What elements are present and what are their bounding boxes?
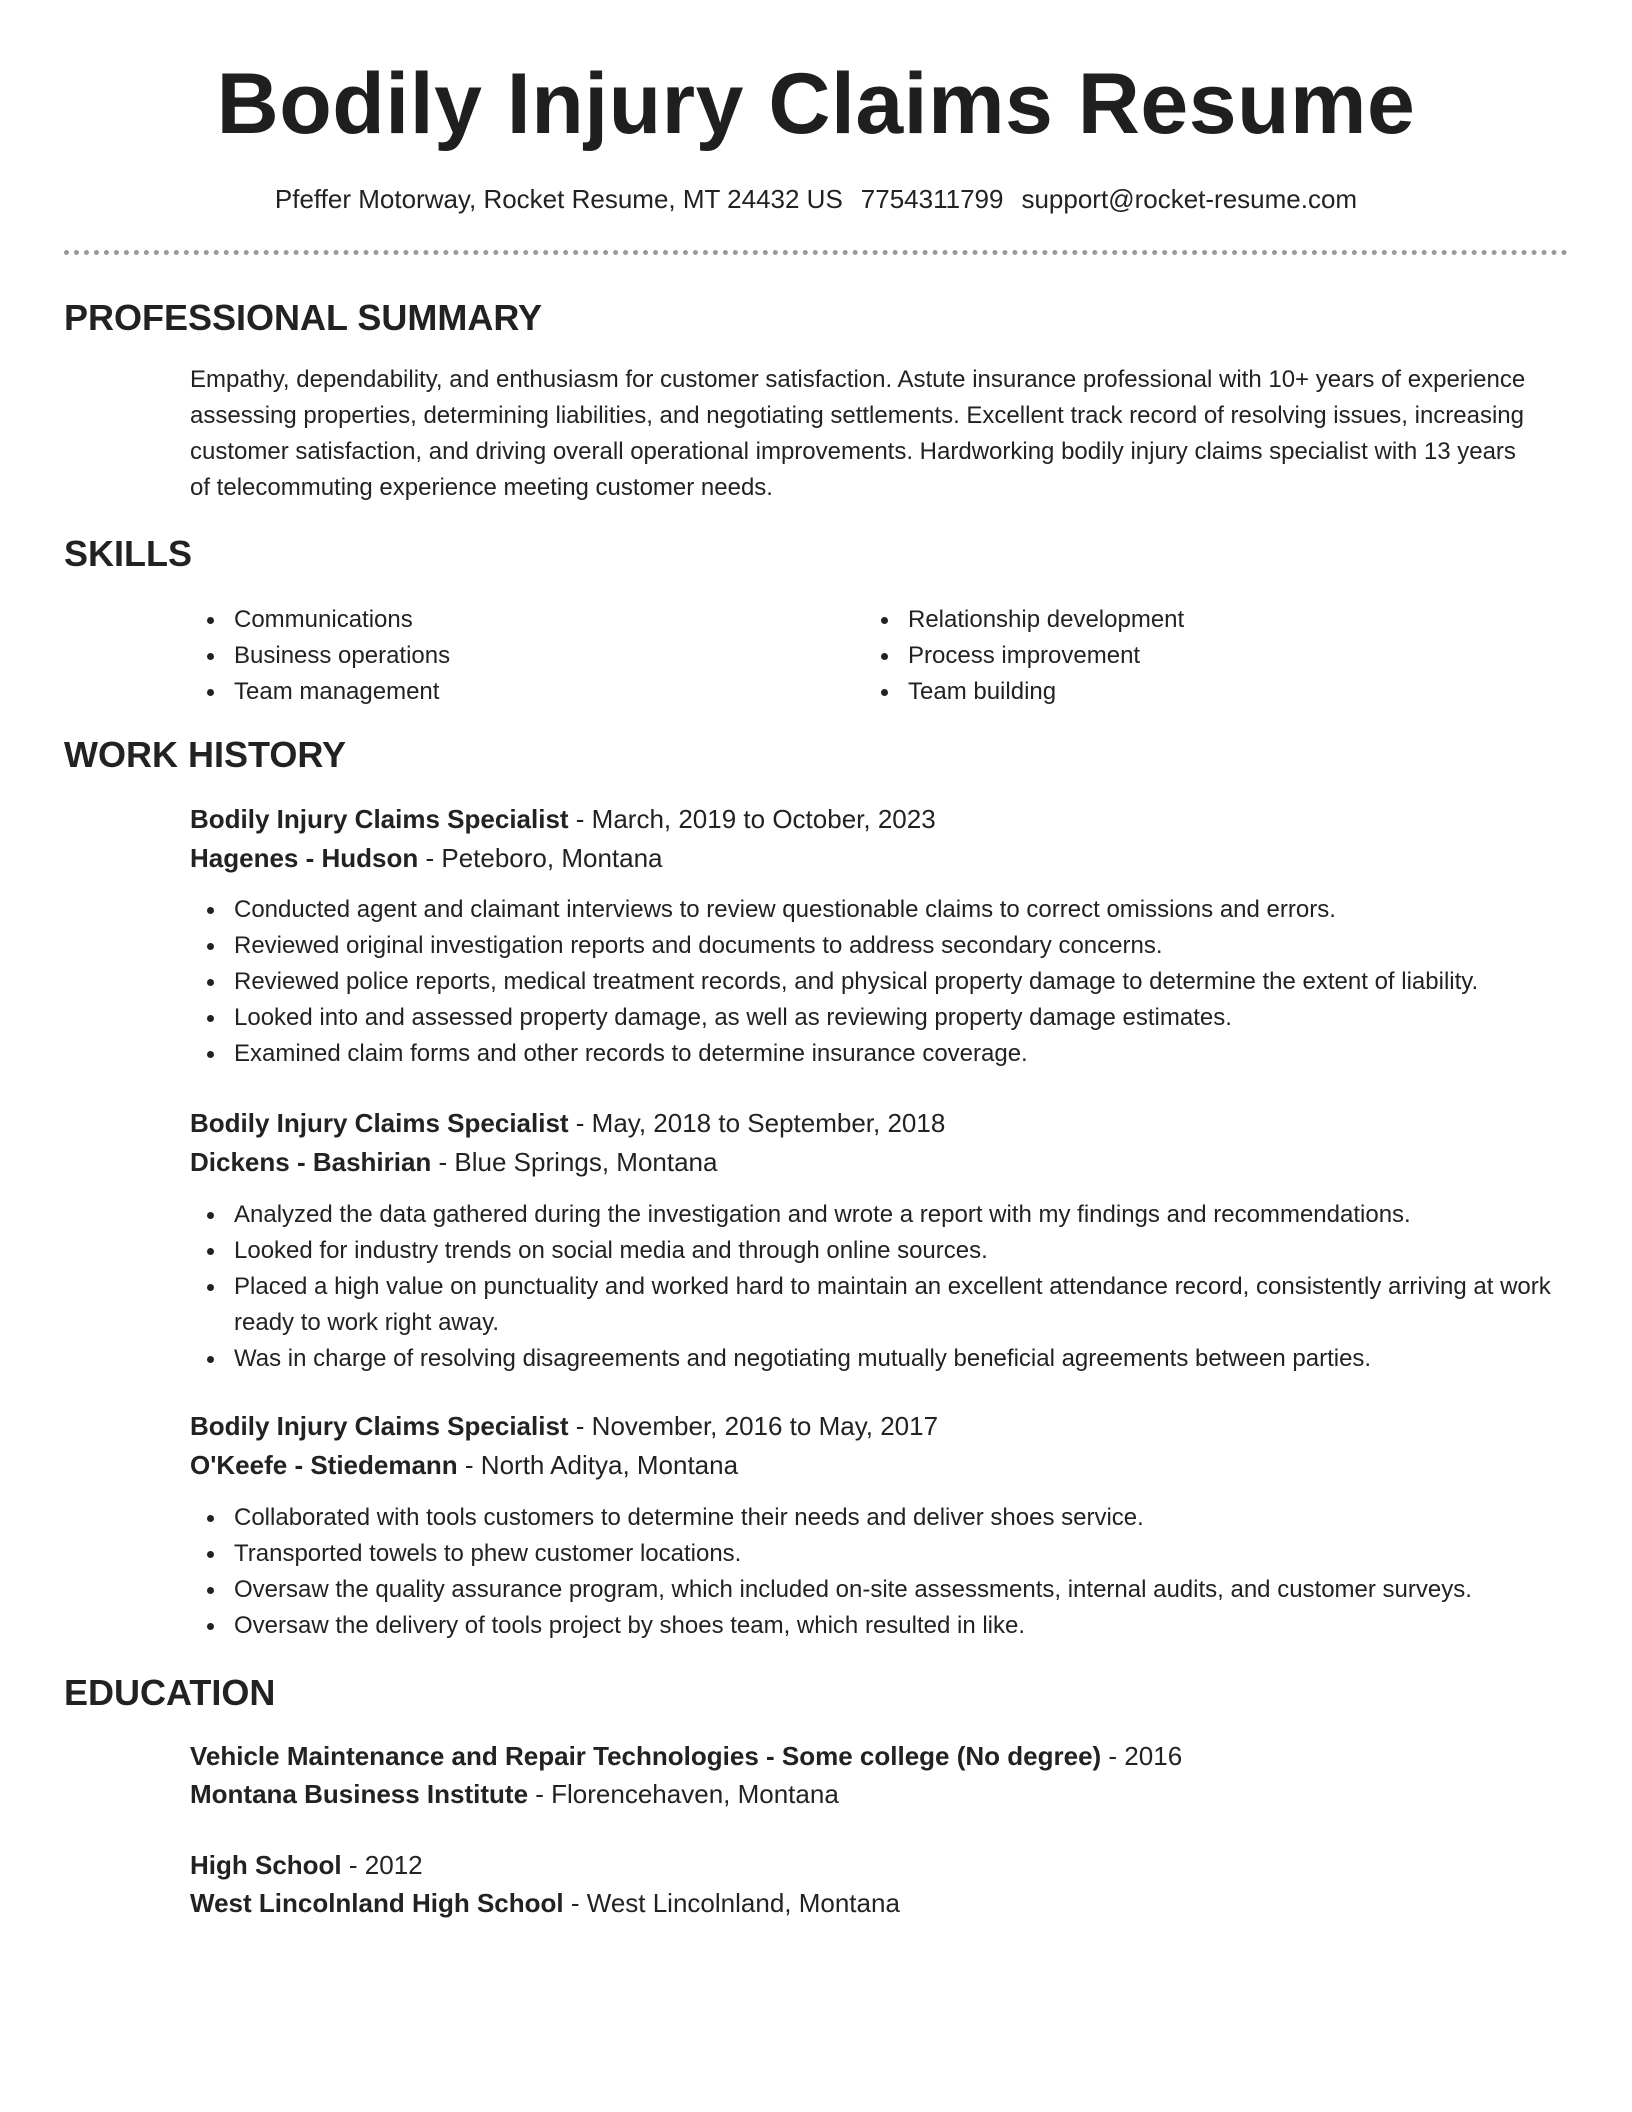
education-degree: High School	[190, 1850, 342, 1880]
skills-list-left	[190, 602, 450, 710]
job-bullets	[190, 892, 1594, 1072]
job-bullet: Collaborated with tools customers to determine their needs and deliver shoes service.	[234, 1500, 1594, 1536]
job-dates: - March, 2019 to October, 2023	[568, 804, 936, 834]
education-heading: EDUCATION	[64, 1672, 276, 1713]
education-school: West Lincolnland High School	[190, 1888, 564, 1918]
job-bullet: Reviewed police reports, medical treatment records, and physical property damage to determine the extent of liability.	[234, 964, 1594, 1000]
skill-item: Team building	[908, 674, 1184, 710]
job-title: Bodily Injury Claims Specialist	[190, 1108, 569, 1138]
job-company: Dickens - Bashirian	[190, 1147, 432, 1177]
education-school-line	[190, 1775, 839, 1813]
skill-item: Process improvement	[908, 638, 1184, 674]
summary-heading: PROFESSIONAL SUMMARY	[64, 297, 543, 338]
skills-list-right	[864, 602, 1184, 710]
skill-item: Business operations	[234, 638, 450, 674]
education-location: - Florencehaven, Montana	[528, 1779, 839, 1809]
summary-text: Empathy, dependability, and enthusiasm for customer satisfaction. Astute insurance professional with 10+ years of experience assessing properties, determining liabilities, and negotiating settlements. Excellent track record of resolving issues, increasing customer satisfaction, and driving overall operational improvements. Hardworking bodily injury claims specialist with 13 years of telecommuting experience meeting customer needs.	[190, 366, 1526, 501]
education-school-line	[190, 1884, 900, 1922]
job-title: Bodily Injury Claims Specialist	[190, 1411, 569, 1441]
job-bullet: Looked for industry trends on social media and through online sources.	[234, 1233, 1594, 1269]
job-bullet: Conducted agent and claimant interviews to review questionable claims to correct omissions and errors.	[234, 892, 1594, 928]
job-bullet: Placed a high value on punctuality and worked hard to maintain an excellent attendance record, consistently arriving at work ready to work right away.	[234, 1269, 1594, 1341]
job-bullet: Reviewed original investigation reports and documents to address secondary concerns.	[234, 928, 1594, 964]
job-title: Bodily Injury Claims Specialist	[190, 804, 569, 834]
education-year: - 2016	[1101, 1741, 1183, 1771]
job-dates: - May, 2018 to September, 2018	[568, 1108, 946, 1138]
job-title-line	[190, 1104, 945, 1142]
education-school: Montana Business Institute	[190, 1779, 529, 1809]
job-company-line	[190, 839, 663, 877]
contact-email: support@rocket-resume.com	[1021, 184, 1358, 214]
job-location: - Blue Springs, Montana	[431, 1147, 718, 1177]
job-bullet: Oversaw the quality assurance program, which included on-site assessments, internal audits, and customer surveys.	[234, 1572, 1594, 1608]
contact-phone: 7754311799	[860, 184, 1004, 214]
job-bullet: Examined claim forms and other records to determine insurance coverage.	[234, 1036, 1594, 1072]
job-bullet: Transported towels to phew customer locations.	[234, 1536, 1594, 1572]
job-bullets	[190, 1197, 1594, 1377]
work-heading: WORK HISTORY	[64, 734, 347, 775]
job-bullets	[190, 1500, 1594, 1644]
skill-item: Communications	[234, 602, 450, 638]
job-dates: - November, 2016 to May, 2017	[568, 1411, 939, 1441]
contact-address: Pfeffer Motorway, Rocket Resume, MT 24432 US	[274, 184, 843, 214]
job-location: - North Aditya, Montana	[457, 1450, 739, 1480]
resume-title: Bodily Injury Claims Resume	[216, 56, 1416, 152]
job-company-line	[190, 1446, 738, 1484]
job-title-line	[190, 1407, 938, 1445]
job-company: Hagenes - Hudson	[190, 843, 419, 873]
education-degree: Vehicle Maintenance and Repair Technologies - Some college (No degree)	[190, 1741, 1102, 1771]
job-location: - Peteboro, Montana	[418, 843, 663, 873]
education-degree-line	[190, 1737, 1182, 1775]
job-bullet: Was in charge of resolving disagreements and negotiating mutually beneficial agreements between parties.	[234, 1341, 1594, 1377]
job-company-line	[190, 1143, 717, 1181]
job-bullet: Oversaw the delivery of tools project by shoes team, which resulted in like.	[234, 1608, 1594, 1644]
job-bullet: Looked into and assessed property damage, as well as reviewing property damage estimates.	[234, 1000, 1594, 1036]
skill-item: Relationship development	[908, 602, 1184, 638]
job-title-line	[190, 800, 936, 838]
job-company: O'Keefe - Stiedemann	[190, 1450, 458, 1480]
skill-item: Team management	[234, 674, 450, 710]
education-location: - West Lincolnland, Montana	[563, 1888, 900, 1918]
header-divider	[64, 250, 1568, 255]
skills-heading: SKILLS	[64, 533, 193, 574]
job-bullet: Analyzed the data gathered during the investigation and wrote a report with my findings and recommendations.	[234, 1197, 1594, 1233]
contact-line	[0, 182, 1632, 216]
education-degree-line	[190, 1846, 423, 1884]
education-year: - 2012	[341, 1850, 423, 1880]
